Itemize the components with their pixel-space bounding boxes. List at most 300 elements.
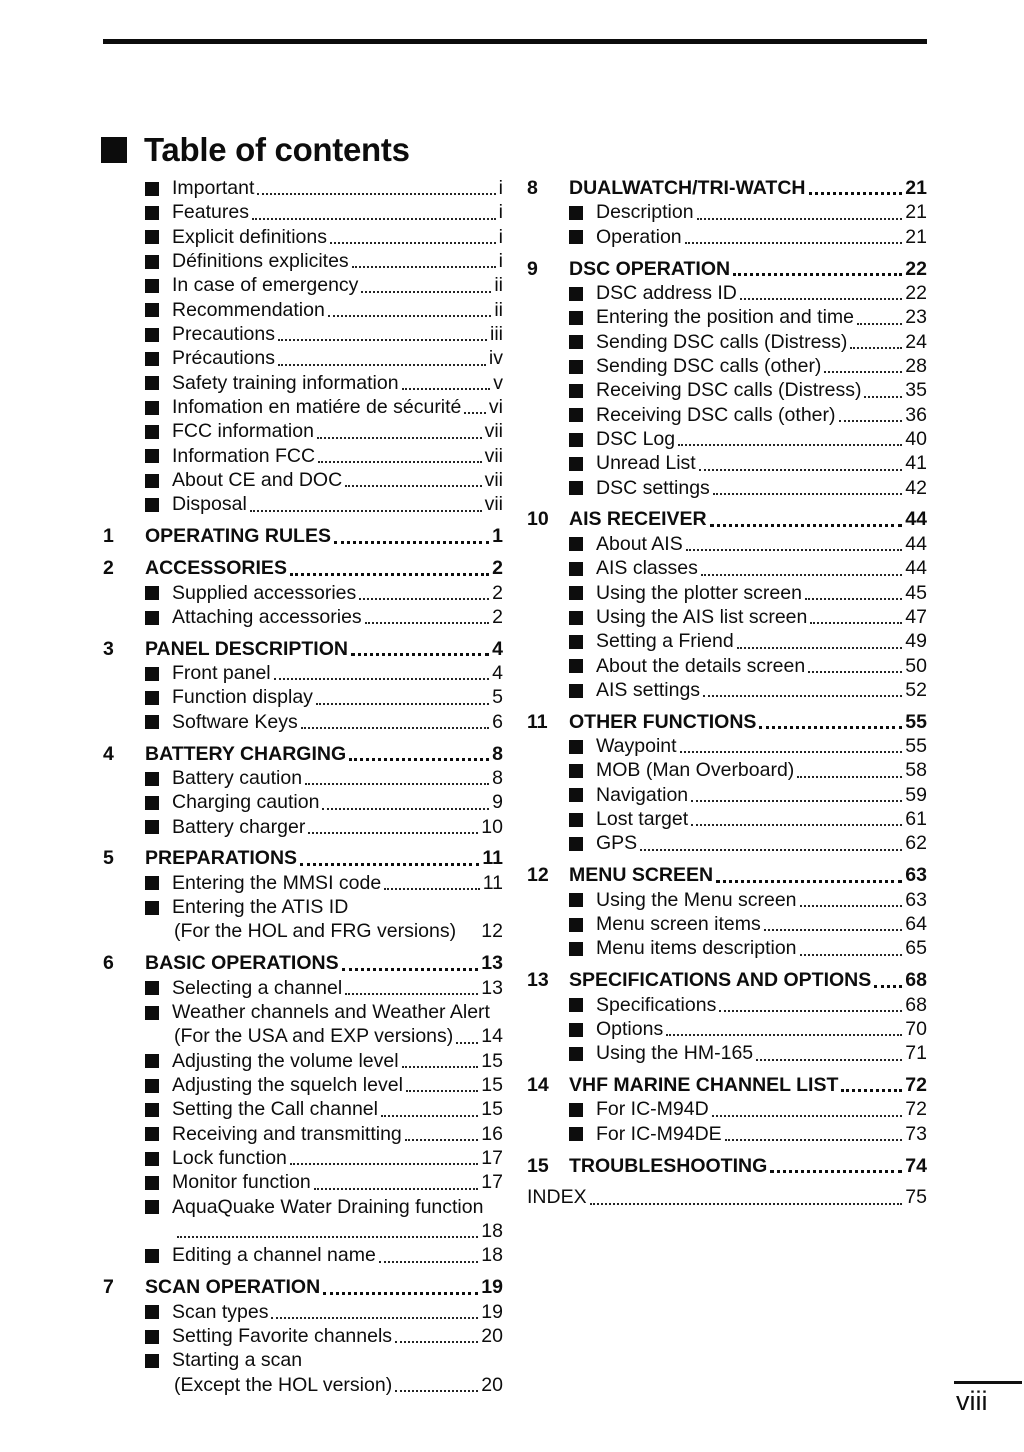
dot-leader [362,605,492,629]
dot-leader [313,685,492,709]
entry-page-number: 9 [492,791,503,814]
dot-leader [275,322,490,346]
entry-page-number: 21 [905,177,927,199]
chapter-title: PANEL DESCRIPTION [145,637,348,660]
toc-item-row [527,912,927,936]
square-bullet-icon [569,562,583,576]
dot-leader [349,249,499,273]
entry-page-number: 68 [905,993,927,1016]
dot-leader [838,1073,905,1097]
toc-chapter-row [527,710,927,734]
dot-leader [761,912,906,936]
entry-page-number: v [493,371,503,394]
entry-label: Attaching accessories [172,605,362,628]
toc-item-row [103,1170,503,1194]
toc-item-row [527,734,927,758]
dot-leader [297,846,482,870]
toc-item-row [527,888,927,912]
dot-leader [805,654,905,678]
toc-chapter-row [103,524,503,548]
entry-label: Receiving and transmitting [172,1122,402,1145]
toc-item-row [103,322,503,346]
square-bullet-icon [145,981,159,995]
entry-page-number: 11 [482,847,503,870]
entry-page-number: 63 [905,888,927,911]
toc-item-row [527,831,927,855]
entry-label: Using the AIS list screen [596,605,808,628]
entry-label: Receiving DSC calls (other) [596,403,836,426]
dot-leader [861,378,905,402]
toc-item-row [527,678,927,702]
toc-item-row [103,815,503,839]
chapter-title: BATTERY CHARGING [145,742,347,765]
square-bullet-icon [145,715,159,729]
entry-page-number: 64 [905,912,927,935]
entry-label: AIS classes [596,557,698,580]
toc-item-row [103,273,503,297]
entry-page-number: 58 [905,759,927,782]
toc-item-row [103,1146,503,1170]
dot-leader [327,225,499,249]
entry-page-number: 2 [492,557,503,580]
dot-leader [753,1041,905,1065]
entry-page-number: 50 [905,654,927,677]
entry-page-number: 20 [481,1324,503,1347]
chapter-title: OPERATING RULES [145,525,331,548]
toc-item-row [103,685,503,709]
square-bullet-icon [569,684,583,698]
entry-label: Menu items description [596,937,797,960]
entry-label: DSC Log [596,427,676,450]
chapter-number: 3 [103,637,114,660]
square-bullet-icon [145,352,159,366]
square-bullet-icon [145,1127,159,1141]
chapter-title: SCAN OPERATION [145,1276,321,1299]
dot-leader [311,1170,482,1194]
dot-leader [392,1324,481,1348]
square-bullet-icon [569,457,583,471]
dot-leader [346,742,492,766]
dot-leader [797,936,906,960]
entry-page-number: 24 [905,330,927,353]
entry-label: Using the HM-165 [596,1042,754,1065]
chapter-number: 11 [527,710,548,733]
entry-page-number: 28 [905,354,927,377]
dot-leader [821,354,905,378]
toc-item-row [527,1122,927,1146]
entry-label: AIS settings [596,678,701,701]
entry-label: Function display [172,686,313,709]
square-bullet-icon [569,1023,583,1037]
entry-page-number: 59 [905,783,927,806]
toc-chapter-row [103,846,503,870]
dot-leader [688,807,905,831]
square-bullet-icon [569,335,583,349]
square-bullet-icon [569,537,583,551]
entry-label: (For the HOL and FRG versions) [174,920,457,943]
dot-leader [249,200,499,224]
toc-chapter-row [527,863,927,887]
toc-item-row [527,993,927,1017]
entry-label: FCC information [172,420,314,443]
entry-label: DSC settings [596,476,710,499]
entry-page-number: 19 [481,1300,503,1323]
square-bullet-icon [569,481,583,495]
square-bullet-icon [145,820,159,834]
dot-leader [854,305,905,329]
entry-label: Entering the ATIS ID [172,896,349,919]
entry-label: Adjusting the volume level [172,1049,399,1072]
entry-page-number: 15 [481,1049,503,1072]
toc-continuation-row [103,1219,503,1243]
square-bullet-icon [569,611,583,625]
dot-leader [268,1300,481,1324]
square-bullet-icon [145,1176,159,1190]
square-bullet-icon [145,796,159,810]
dot-leader [325,298,494,322]
entry-label: Monitor function [172,1171,311,1194]
dot-leader [682,225,906,249]
toc-item-row [527,305,927,329]
dot-leader [730,257,905,281]
toc-item-row [103,790,503,814]
toc-item-row [103,1122,503,1146]
chapter-title: TROUBLESHOOTING [569,1154,768,1177]
entry-page-number: 18 [481,1244,503,1267]
entry-label: MOB (Man Overboard) [596,759,795,782]
square-bullet-icon [569,837,583,851]
entry-page-number: 40 [905,427,927,450]
dot-leader [376,1243,481,1267]
entry-label: (Except the HOL version) [174,1373,393,1396]
dot-leader [247,492,485,516]
entry-label: Définitions explicites [172,250,349,273]
dot-leader [710,476,906,500]
entry-page-number: 70 [905,1017,927,1040]
toc-chapter-row [527,1154,927,1178]
chapter-number: 4 [103,742,114,765]
entry-label: Disposal [172,493,247,516]
dot-leader [315,444,485,468]
entry-page-number: 4 [492,662,503,685]
toc-continuation-row [103,1024,503,1048]
chapter-title: SPECIFICATIONS AND OPTIONS [569,969,872,992]
toc-item-row [103,1097,503,1121]
entry-label: Battery caution [172,766,303,789]
dot-leader [806,176,906,200]
toc-item-row [527,476,927,500]
dot-leader [698,556,905,580]
toc-item-row [527,403,927,427]
square-bullet-icon [145,586,159,600]
square-bullet-icon [145,255,159,269]
toc-column-right [527,176,927,1397]
entry-page-number: 68 [905,969,927,992]
entry-label: Using the plotter screen [596,581,802,604]
dot-leader [302,766,492,790]
toc-chapter-row [103,742,503,766]
square-bullet-icon [145,876,159,890]
entry-page-number: i [498,225,503,248]
square-bullet-icon [145,611,159,625]
chapter-number: 9 [527,257,538,280]
dot-leader [713,863,905,887]
toc-item-row [527,556,927,580]
toc-chapter-row [103,1275,503,1299]
dot-leader [734,629,906,653]
toc-item-row [527,451,927,475]
entry-label: Precautions [172,323,275,346]
dot-leader [722,1122,906,1146]
dot-leader [716,993,905,1017]
toc-chapter-row [103,951,503,975]
toc-item-row [527,783,927,807]
dot-leader [694,200,906,224]
square-bullet-icon [569,1127,583,1141]
entry-page-number: 6 [492,710,503,733]
toc-chapter-row [527,257,927,281]
square-bullet-icon [145,328,159,342]
square-bullet-icon [145,691,159,705]
entry-page-number: iv [488,347,503,370]
chapter-title: MENU SCREEN [569,864,714,887]
dot-leader [399,371,494,395]
dot-leader [871,968,905,992]
dot-leader [709,1097,906,1121]
toc-item-row [103,200,503,224]
entry-page-number: 49 [905,630,927,653]
entry-page-number: 20 [481,1373,503,1396]
entry-label: Scan types [172,1300,269,1323]
entry-label: About CE and DOC [172,469,343,492]
toc-index-row [527,1185,927,1209]
chapter-number: 12 [527,864,549,887]
square-bullet-icon [145,1249,159,1263]
entry-label: Entering the position and time [596,306,854,329]
toc-item-row [527,532,927,556]
entry-label: About the details screen [596,654,806,677]
square-bullet-icon [569,942,583,956]
dot-leader [453,1024,481,1048]
square-bullet-icon [145,1054,159,1068]
toc-item-row [527,936,927,960]
entry-label: Navigation [596,783,689,806]
dot-leader [378,1097,481,1121]
dot-leader [271,661,492,685]
dot-leader [342,468,484,492]
dot-leader [314,419,485,443]
entry-page-number: 75 [905,1186,927,1209]
dot-leader [683,532,906,556]
entry-page-number: 21 [905,201,927,224]
entry-page-number: 74 [905,1154,927,1177]
entry-page-number: 10 [481,815,503,838]
toc-item-row [527,1097,927,1121]
dot-leader [461,395,489,419]
toc-item-row [103,710,503,734]
dot-leader [807,605,905,629]
toc-item-row [527,225,927,249]
dot-leader [456,919,481,943]
entry-page-number: 23 [905,306,927,329]
square-bullet-icon [145,425,159,439]
toc-item-row [527,281,927,305]
entry-label: Supplied accessories [172,581,357,604]
square-bullet-icon [145,230,159,244]
entry-page-number: vii [484,420,503,443]
dot-leader [797,888,906,912]
entry-label: Selecting a channel [172,976,343,999]
toc-item-row [103,1300,503,1324]
entry-page-number: 71 [905,1042,927,1065]
dot-leader [707,507,906,531]
chapter-number: 5 [103,847,114,870]
chapter-title: ACCESSORIES [145,557,287,580]
chapter-number: 14 [527,1074,549,1097]
square-bullet-icon [569,740,583,754]
entry-page-number: 2 [492,581,503,604]
square-bullet-icon [569,659,583,673]
chapter-title: DSC OPERATION [569,257,731,280]
dot-leader [677,734,906,758]
entry-page-number: 61 [905,808,927,831]
square-bullet-icon [569,433,583,447]
toc-item-row [527,1017,927,1041]
square-bullet-icon [145,772,159,786]
entry-label: Sending DSC calls (Distress) [596,330,848,353]
toc-item-row [103,492,503,516]
square-bullet-icon [145,1200,159,1214]
toc-item-row [527,758,927,782]
square-bullet-icon [145,474,159,488]
square-bullet-icon [145,279,159,293]
dot-leader [836,403,906,427]
entry-label: AquaQuake Water Draining function [172,1195,484,1218]
toc-item-row [527,629,927,653]
square-bullet-icon [569,230,583,244]
entry-label: Recommendation [172,298,325,321]
entry-page-number: 52 [905,678,927,701]
top-rule [103,39,927,44]
dot-leader [402,1122,482,1146]
toc-item-row [527,654,927,678]
dot-leader [688,783,905,807]
dot-leader [254,176,498,200]
entry-label: Waypoint [596,735,677,758]
entry-label: Software Keys [172,710,298,733]
entry-label: Information FCC [172,444,316,467]
toc-chapter-row [103,556,503,580]
toc-item-row [103,395,503,419]
toc-item-row [103,766,503,790]
page-title [101,131,410,169]
entry-page-number: 44 [905,557,927,580]
entry-page-number: vii [484,469,503,492]
toc-item-row [527,427,927,451]
entry-page-number: 21 [905,225,927,248]
entry-page-number: ii [494,298,503,321]
toc-item-row [103,346,503,370]
square-bullet-icon [145,1305,159,1319]
square-bullet-icon [569,360,583,374]
square-bullet-icon [145,206,159,220]
square-bullet-icon [145,498,159,512]
footer-rule [954,1381,1022,1384]
entry-label: In case of emergency [172,274,359,297]
chapter-number: 8 [527,177,538,199]
entry-page-number: 8 [492,766,503,789]
chapter-title: VHF MARINE CHANNEL LIST [569,1074,839,1097]
toc-item-row [103,871,503,895]
entry-page-number: vii [484,444,503,467]
dot-leader [675,427,905,451]
entry-page-number: 22 [905,281,927,304]
entry-label: Specifications [596,993,717,1016]
chapter-title: AIS RECEIVER [569,508,707,531]
entry-label: Options [596,1017,664,1040]
entry-page-number: 5 [492,686,503,709]
toc-item-row [103,298,503,322]
toc-chapter-row [527,176,927,200]
dot-leader [348,637,492,661]
toc-item-row [103,1049,503,1073]
square-bullet-icon [569,311,583,325]
toc-item-row [103,468,503,492]
square-bullet-icon [145,182,159,196]
entry-label: (For the USA and EXP versions) [174,1025,454,1048]
toc-item-row [103,444,503,468]
toc-item-row [527,807,927,831]
entry-label: Menu screen items [596,912,761,935]
entry-page-number: ii [494,274,503,297]
dot-leader [298,710,492,734]
entry-page-number: 17 [481,1147,503,1170]
toc-item-row [103,1195,503,1219]
toc-item-row [527,605,927,629]
dot-leader [737,281,905,305]
dot-leader [700,678,905,702]
entry-page-number: 17 [481,1171,503,1194]
square-bullet-icon [145,667,159,681]
toc-continuation-row [103,919,503,943]
toc-item-row [103,661,503,685]
entry-label: Description [596,201,694,224]
entry-label: GPS [596,832,638,855]
entry-page-number: 36 [905,403,927,426]
entry-label: Operation [596,225,682,248]
dot-leader [381,871,483,895]
square-bullet-icon [145,1152,159,1166]
entry-page-number: 35 [905,379,927,402]
toc-continuation-row [103,1373,503,1397]
toc-chapter-row [103,637,503,661]
dot-leader [756,710,905,734]
entry-label: Adjusting the squelch level [172,1074,403,1097]
dot-leader [663,1017,905,1041]
dot-leader [174,1219,481,1243]
square-bullet-icon [569,384,583,398]
chapter-number: 7 [103,1276,114,1299]
entry-page-number: 4 [492,637,503,660]
square-bullet-icon [145,1354,159,1368]
dot-leader [275,346,489,370]
entry-label: About AIS [596,532,683,555]
toc-item-row [103,1324,503,1348]
entry-page-number: 16 [481,1122,503,1145]
chapter-number: 2 [103,557,114,580]
entry-page-number: 11 [482,871,503,894]
chapter-title: OTHER FUNCTIONS [569,710,757,733]
